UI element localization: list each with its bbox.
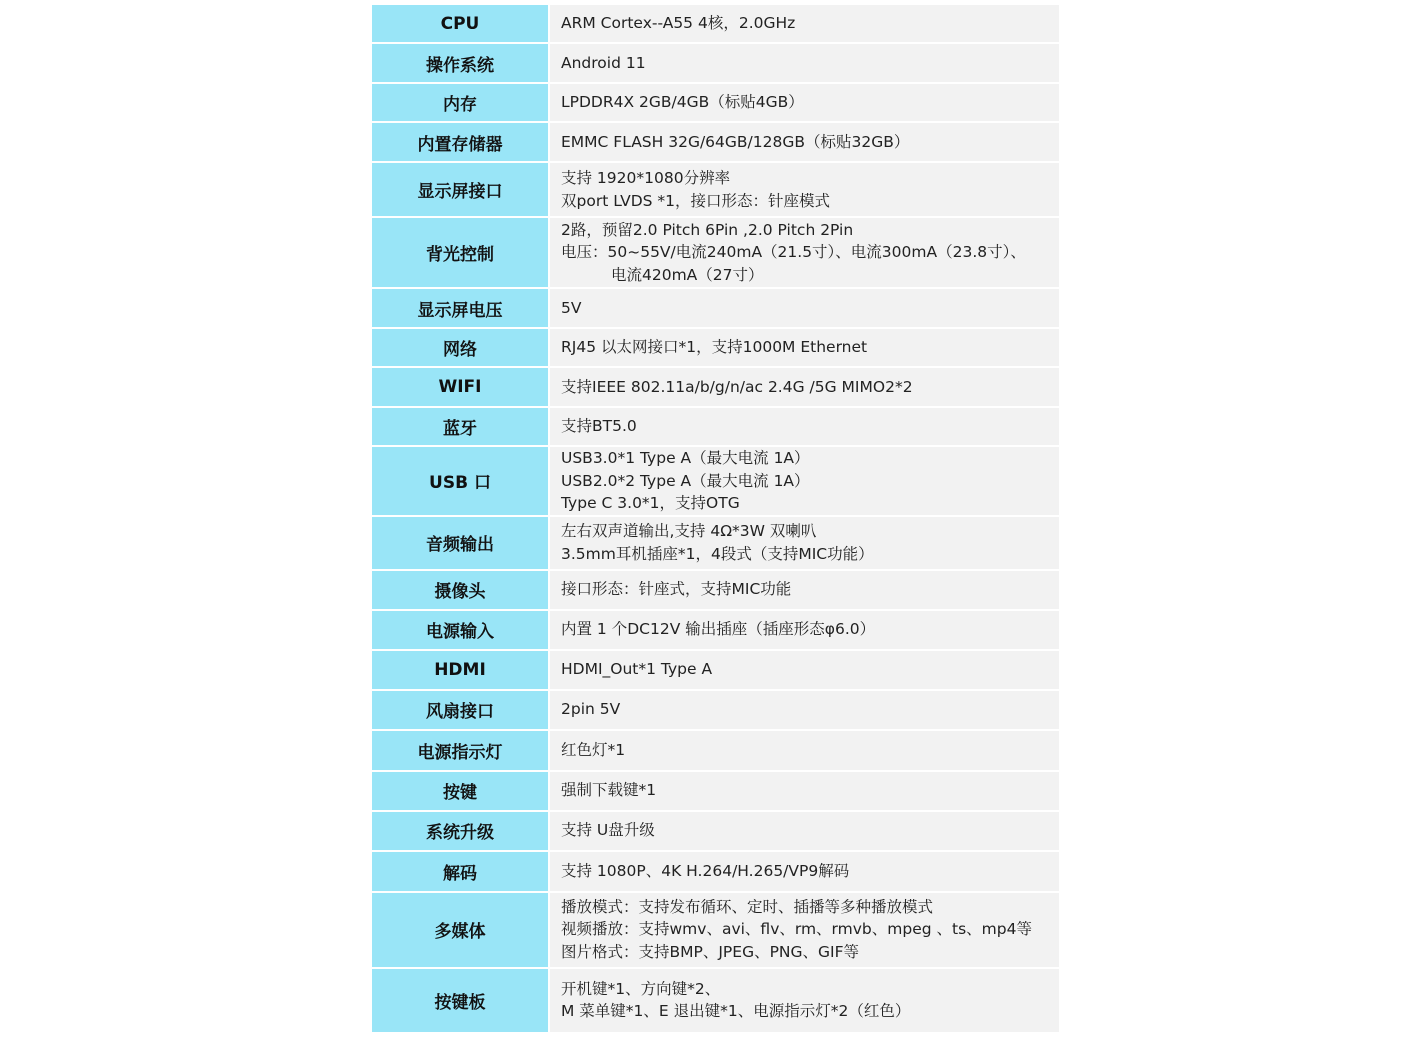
spec-table-body bbox=[372, 5, 1059, 1034]
spec-row bbox=[372, 44, 1059, 84]
spec-row bbox=[372, 123, 1059, 163]
spec-label: 网络 bbox=[372, 329, 550, 368]
spec-label: 按键 bbox=[372, 772, 550, 812]
spec-label: 显示屏电压 bbox=[372, 289, 550, 329]
spec-value-line: 支持 U盘升级 bbox=[561, 821, 655, 840]
spec-row bbox=[372, 84, 1059, 123]
spec-value bbox=[550, 691, 1059, 731]
spec-value-line: 支持 1920*1080分辨率 bbox=[561, 169, 731, 187]
spec-row bbox=[372, 893, 1059, 969]
spec-value-line: USB3.0*1 Type A（最大电流 1A） bbox=[561, 449, 810, 467]
spec-label: 内置存储器 bbox=[372, 123, 550, 163]
spec-value-line: 支持IEEE 802.11a/b/g/n/ac 2.4G /5G MIMO2*2 bbox=[561, 377, 913, 396]
spec-value bbox=[550, 893, 1059, 969]
spec-value bbox=[550, 611, 1059, 651]
spec-value-line: 双port LVDS *1，接口形态：针座模式 bbox=[561, 191, 831, 210]
spec-value-line: 强制下载键*1 bbox=[561, 781, 657, 800]
spec-value-line: ARM Cortex--A55 4核，2.0GHz bbox=[561, 14, 796, 33]
spec-value bbox=[550, 408, 1059, 447]
spec-label: 显示屏接口 bbox=[372, 163, 550, 218]
spec-label: 风扇接口 bbox=[372, 691, 550, 731]
spec-value-line: 视频播放：支持wmv、avi、flv、rm、rmvb、mpeg 、ts、mp4等 bbox=[561, 920, 1032, 939]
spec-row bbox=[372, 691, 1059, 731]
spec-value-line: RJ45 以太网接口*1，支持1000M Ethernet bbox=[561, 338, 868, 357]
spec-value-line: 左右双声道输出,支持 4Ω*3W 双喇叭 bbox=[561, 522, 817, 540]
spec-value-line: 支持BT5.0 bbox=[561, 417, 637, 436]
spec-value bbox=[550, 163, 1059, 218]
spec-row bbox=[372, 611, 1059, 651]
spec-value-line: M 菜单键*1、E 退出键*1、电源指示灯*2（红色） bbox=[561, 1002, 911, 1020]
spec-row bbox=[372, 329, 1059, 368]
spec-value-line: 5V bbox=[561, 298, 582, 317]
spec-value-line: 开机键*1、方向键*2、 bbox=[561, 979, 721, 998]
spec-row bbox=[372, 289, 1059, 329]
spec-row bbox=[372, 368, 1059, 408]
spec-label: 系统升级 bbox=[372, 812, 550, 852]
spec-row bbox=[372, 812, 1059, 852]
spec-value bbox=[550, 447, 1059, 517]
spec-row bbox=[372, 651, 1059, 691]
spec-value bbox=[550, 84, 1059, 123]
spec-label: 内存 bbox=[372, 84, 550, 123]
spec-label: 音频输出 bbox=[372, 517, 550, 571]
spec-value bbox=[550, 651, 1059, 691]
spec-label: 多媒体 bbox=[372, 893, 550, 969]
spec-value-line: USB2.0*2 Type A（最大电流 1A） bbox=[561, 471, 810, 490]
spec-value-line: 支持 1080P、4K H.264/H.265/VP9解码 bbox=[561, 861, 850, 880]
spec-value-line: 电流420mA（27寸） bbox=[611, 265, 764, 284]
spec-value bbox=[550, 812, 1059, 852]
spec-row bbox=[372, 447, 1059, 517]
spec-value bbox=[550, 852, 1059, 893]
spec-value bbox=[550, 969, 1059, 1034]
spec-value-line: 播放模式：支持发布循环、定时、插播等多种播放模式 bbox=[561, 897, 934, 916]
spec-value bbox=[550, 329, 1059, 368]
spec-value-line: 3.5mm耳机插座*1，4段式（支持MIC功能） bbox=[561, 544, 874, 563]
spec-row bbox=[372, 969, 1059, 1034]
spec-label: 操作系统 bbox=[372, 44, 550, 84]
spec-row bbox=[372, 218, 1059, 289]
spec-value-line: Android 11 bbox=[561, 53, 646, 72]
spec-value-line: EMMC FLASH 32G/64GB/128GB（标贴32GB） bbox=[561, 132, 910, 151]
spec-value-line: 2pin 5V bbox=[561, 700, 621, 719]
spec-label: HDMI bbox=[372, 651, 550, 691]
spec-row bbox=[372, 731, 1059, 772]
spec-value-line: 2路，预留2.0 Pitch 6Pin ,2.0 Pitch 2Pin bbox=[561, 220, 854, 239]
spec-label: 摄像头 bbox=[372, 571, 550, 611]
spec-value-line: 图片格式：支持BMP、JPEG、PNG、GIF等 bbox=[561, 942, 860, 961]
spec-label: 按键板 bbox=[372, 969, 550, 1034]
spec-label: 背光控制 bbox=[372, 218, 550, 289]
spec-value bbox=[550, 731, 1059, 772]
spec-row bbox=[372, 408, 1059, 447]
spec-label: USB 口 bbox=[372, 447, 550, 517]
spec-value bbox=[550, 44, 1059, 84]
spec-label: 蓝牙 bbox=[372, 408, 550, 447]
spec-value bbox=[550, 289, 1059, 329]
spec-value bbox=[550, 218, 1059, 289]
spec-label: WIFI bbox=[372, 368, 550, 408]
spec-label: 电源输入 bbox=[372, 611, 550, 651]
spec-value-line: 接口形态：针座式，支持MIC功能 bbox=[561, 580, 792, 599]
spec-value-line: 红色灯*1 bbox=[561, 740, 626, 759]
spec-table bbox=[372, 5, 1059, 1034]
spec-value-line: 电压：50~55V/电流240mA（21.5寸）、电流300mA（23.8寸）、 bbox=[561, 243, 1026, 262]
spec-row bbox=[372, 517, 1059, 571]
spec-label: 解码 bbox=[372, 852, 550, 893]
spec-label: CPU bbox=[372, 5, 550, 44]
spec-label: 电源指示灯 bbox=[372, 731, 550, 772]
spec-value-line: LPDDR4X 2GB/4GB（标贴4GB） bbox=[561, 93, 804, 112]
spec-value-line: HDMI_Out*1 Type A bbox=[561, 660, 713, 679]
spec-row bbox=[372, 852, 1059, 893]
spec-value bbox=[550, 368, 1059, 408]
spec-row bbox=[372, 5, 1059, 44]
spec-value bbox=[550, 517, 1059, 571]
spec-row bbox=[372, 163, 1059, 218]
spec-row bbox=[372, 772, 1059, 812]
spec-value bbox=[550, 772, 1059, 812]
spec-value-line: 内置 1 个DC12V 输出插座（插座形态φ6.0） bbox=[561, 620, 876, 639]
spec-value bbox=[550, 5, 1059, 44]
spec-value bbox=[550, 571, 1059, 611]
spec-value bbox=[550, 123, 1059, 163]
spec-row bbox=[372, 571, 1059, 611]
spec-value-line: Type C 3.0*1，支持OTG bbox=[561, 494, 740, 512]
